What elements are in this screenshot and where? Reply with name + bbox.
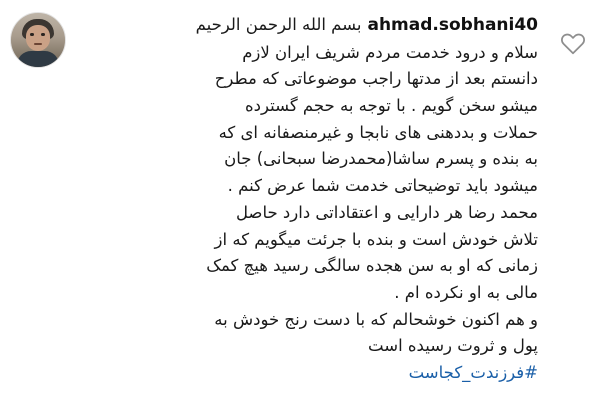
avatar-eye-left — [30, 33, 34, 36]
avatar-shoulders — [17, 51, 59, 68]
avatar-face — [26, 25, 50, 51]
avatar[interactable] — [12, 12, 66, 66]
caption-line-10: مالی به او نکرده ام . — [394, 283, 538, 302]
avatar-image[interactable] — [10, 12, 66, 68]
avatar-mouth — [34, 43, 42, 45]
caption-line-6: میشود باید توضیحاتی خدمت شما عرض کنم . — [227, 176, 538, 196]
caption-line-7: محمد رضا هر دارایی و اعتقاداتی دارد حاصل — [235, 202, 538, 222]
caption-line-12: پول و ثروت رسیده است — [368, 336, 538, 356]
caption-line-5: به بنده و پسرم ساشا(محمدرضا سبحانی) جان — [224, 149, 538, 169]
caption-line-2: دانستم بعد از مدتها راجب موضوعاتی که مطرح — [214, 69, 538, 89]
username-link[interactable]: ahmad.sobhani40 — [367, 15, 538, 35]
caption-line-0: بسم الله الرحمن الرحیم — [195, 15, 362, 34]
caption-line-3: میشو سخن گویم . با توجه به حجم گسترده — [245, 95, 538, 115]
caption-line-8: تلاش خودش است و بنده با جرئت میگویم که از — [214, 229, 538, 249]
caption-line-1: سلام و درود خدمت مردم شریف ایران لازم — [242, 42, 538, 62]
avatar-eye-right — [41, 33, 45, 36]
heart-icon[interactable] — [560, 30, 586, 56]
caption-text — [88, 12, 538, 387]
hashtag-link[interactable]: #فرزندت_کجاست — [408, 363, 538, 383]
caption-block — [88, 12, 538, 387]
caption-line-11: و هم اکنون خوشحالم که با دست رنج خودش به — [214, 309, 538, 329]
caption-line-9: زمانی که او به سن هجده سالگی رسید هیچ کمک — [206, 256, 538, 276]
caption-line-4: حملات و بددهنی های نابجا و غیرمنصفانه ای که — [218, 122, 538, 142]
